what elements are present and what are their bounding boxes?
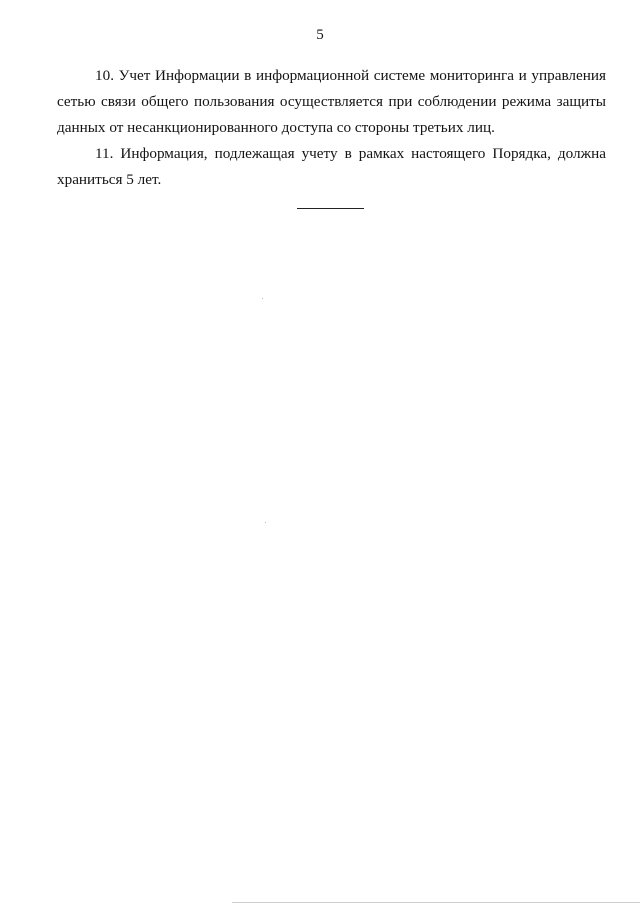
paragraph-line: сетью связи общего пользования осуществляется при соблюдении режима защиты: [57, 93, 606, 110]
scan-speck: [262, 298, 263, 299]
paragraph-10: [57, 63, 606, 141]
paragraph-line: данных от несанкционированного доступа со стороны третьих лиц.: [57, 119, 495, 136]
scan-speck: [265, 522, 266, 523]
paragraph-line: храниться 5 лет.: [57, 171, 162, 188]
paragraph-line: 11. Информация, подлежащая учету в рамках настоящего Порядка, должна: [95, 145, 606, 162]
paragraph-line: 10. Учет Информации в информационной системе мониторинга и управления: [95, 67, 606, 84]
page-number: 5: [316, 27, 324, 43]
scan-bottom-edge: [232, 902, 640, 903]
paragraph-11: [57, 141, 606, 193]
end-of-document-rule: [297, 208, 364, 209]
